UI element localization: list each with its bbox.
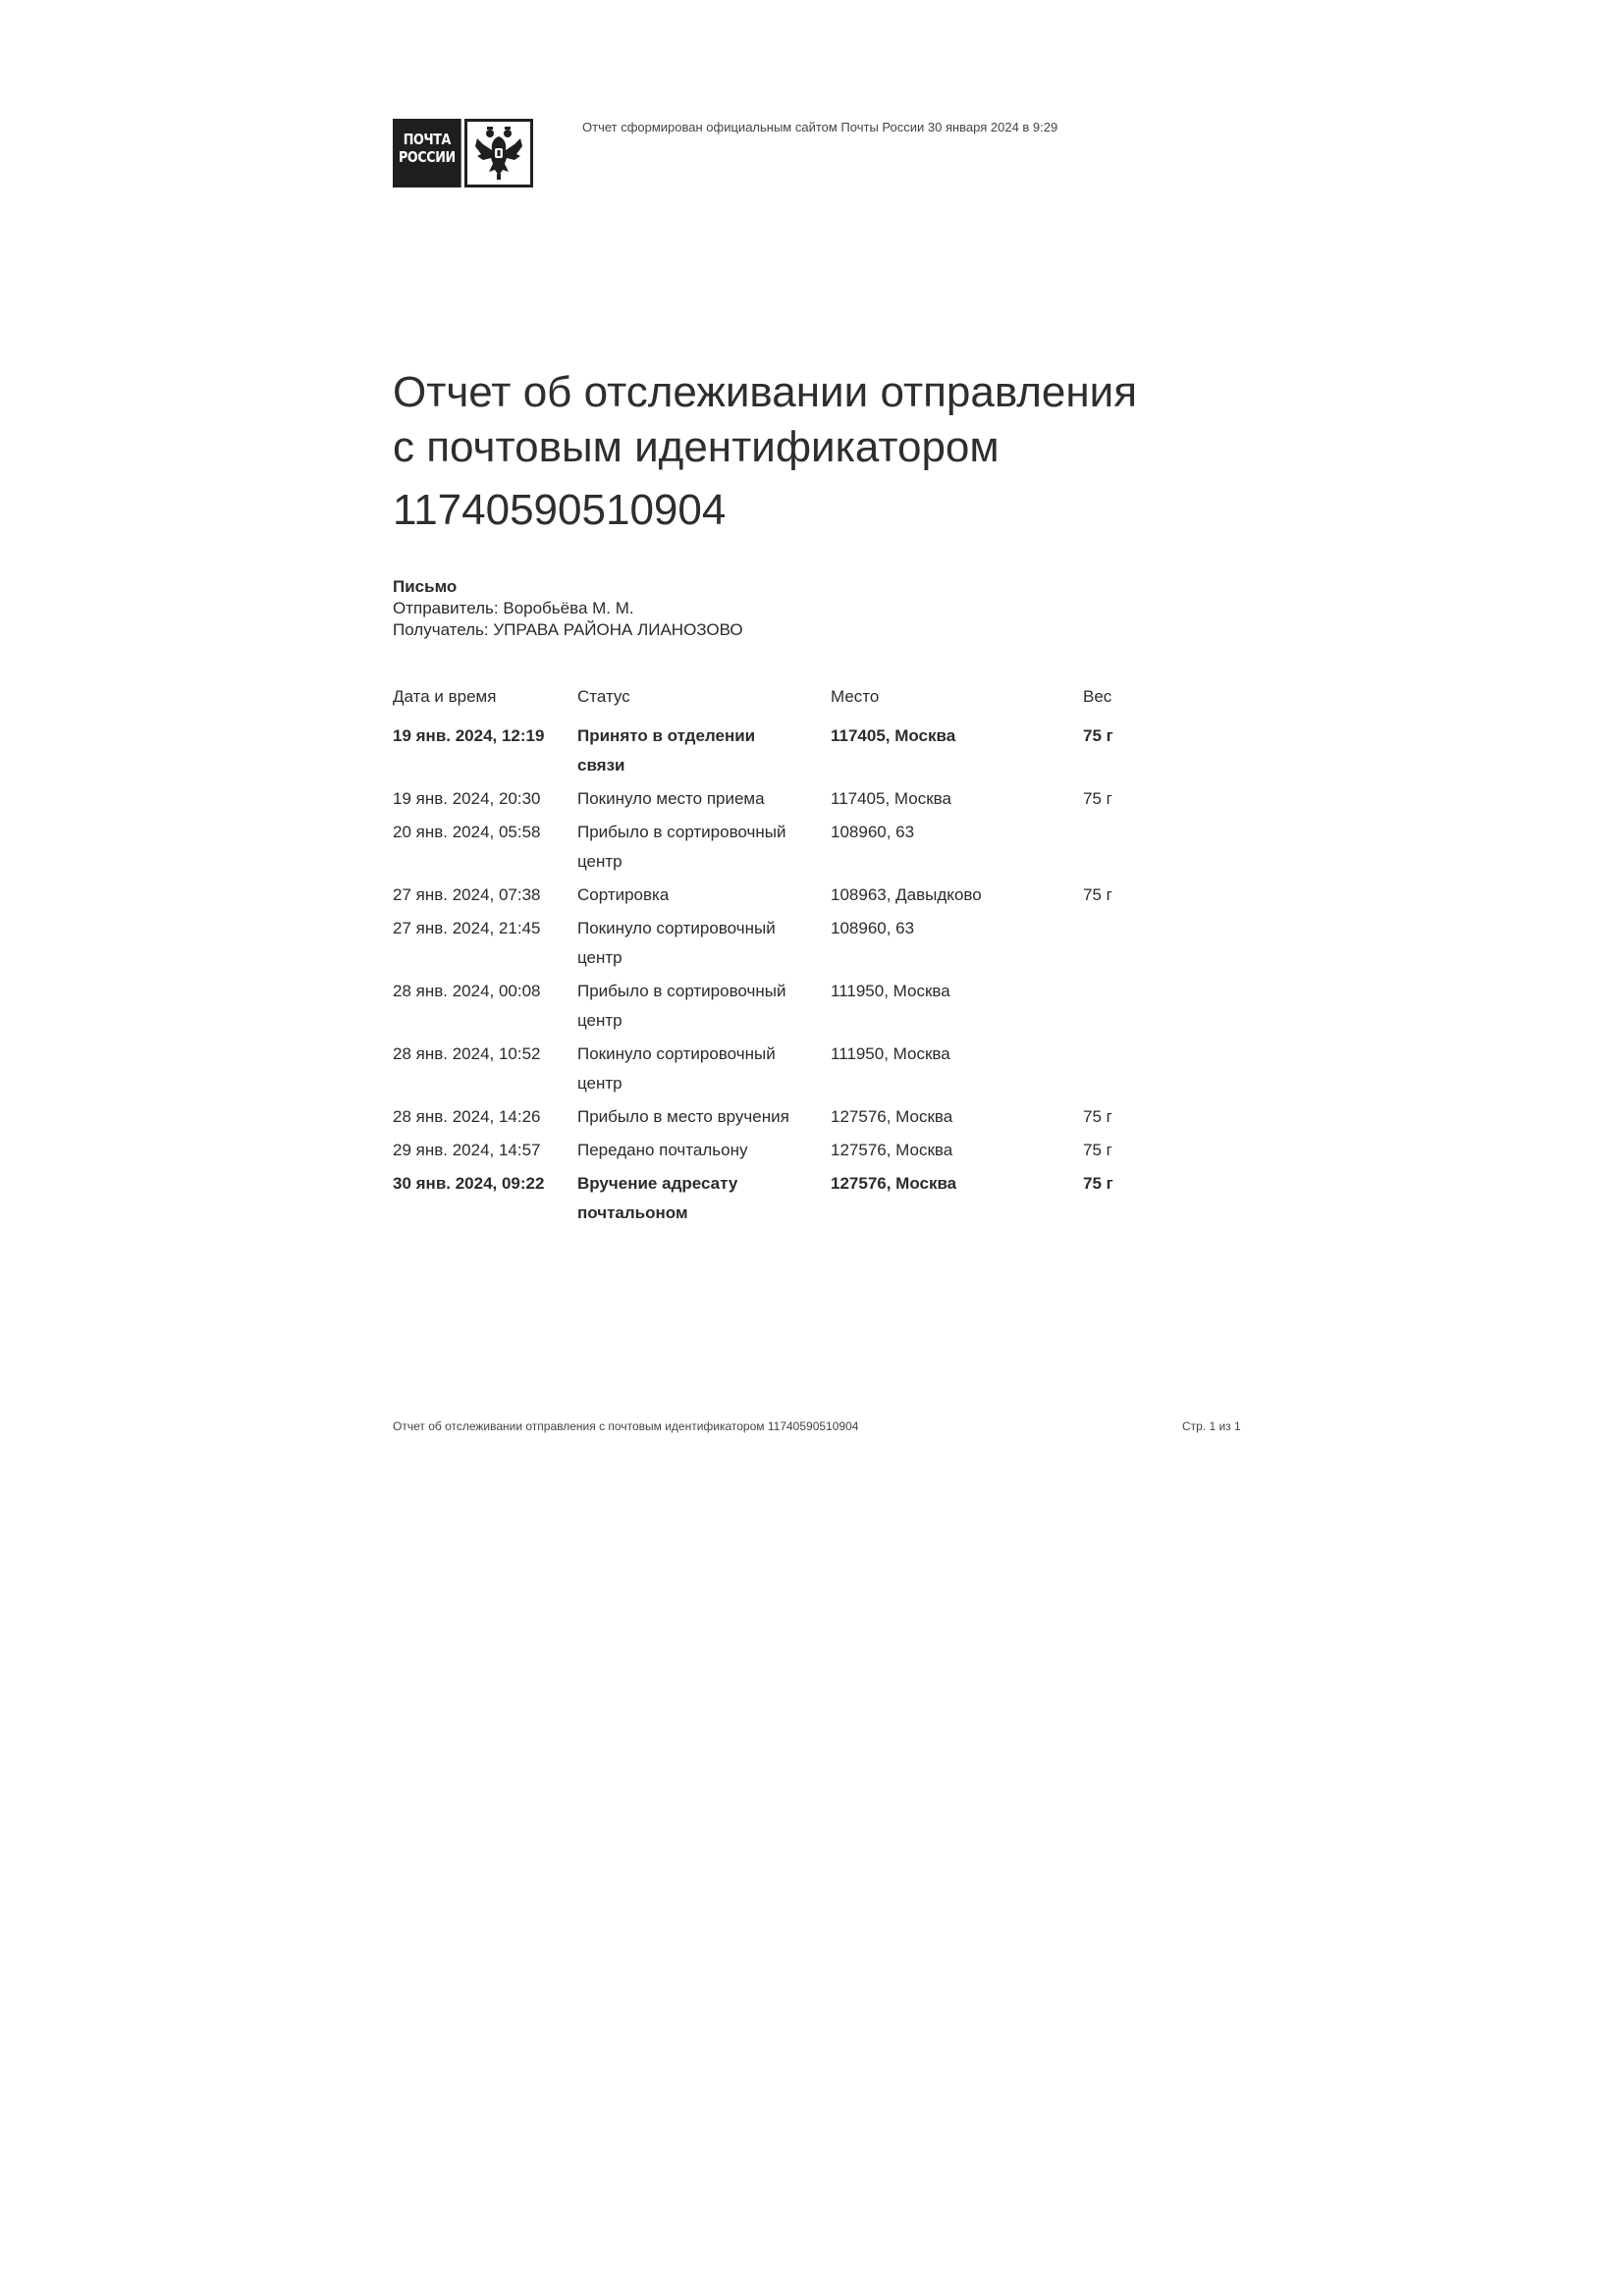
row-status: Прибыло в сортировочный центр	[577, 823, 786, 871]
row-place: 111950, Москва	[831, 1044, 950, 1063]
row-status: Прибыло в место вручения	[577, 1107, 789, 1126]
row-place: 127576, Москва	[831, 1107, 953, 1126]
row-weight: 75 г	[1083, 885, 1112, 904]
row-place: 111950, Москва	[831, 982, 950, 1000]
row-datetime: 27 янв. 2024, 21:45	[393, 919, 541, 937]
row-place: 108963, Давыдково	[831, 885, 982, 904]
row-datetime: 19 янв. 2024, 12:19	[393, 726, 545, 745]
row-datetime: 19 янв. 2024, 20:30	[393, 789, 541, 808]
logo-line-2: РОССИИ	[399, 148, 456, 166]
table-row	[393, 1040, 1257, 1098]
row-weight: 75 г	[1083, 1174, 1113, 1193]
table-row	[393, 914, 1257, 973]
page-number: Стр. 1 из 1	[1182, 1419, 1241, 1433]
row-datetime: 20 янв. 2024, 05:58	[393, 823, 541, 841]
row-datetime: 30 янв. 2024, 09:22	[393, 1174, 545, 1193]
row-datetime: 27 янв. 2024, 07:38	[393, 885, 541, 904]
row-weight: 75 г	[1083, 726, 1113, 745]
title-line-1: Отчет об отслеживании отправления	[393, 368, 1138, 416]
tracking-table	[393, 682, 1257, 1232]
header-weight: Вес	[1083, 687, 1112, 706]
row-weight	[1083, 1040, 1201, 1098]
tracking-number: 11740590510904	[393, 486, 727, 534]
table-row	[393, 1102, 1257, 1132]
double-headed-eagle-icon	[464, 119, 533, 187]
table-row	[393, 721, 1257, 780]
row-weight	[1083, 914, 1201, 973]
row-status: Вручение адресату почтальоном	[577, 1174, 738, 1222]
shipment-info	[393, 576, 743, 641]
table-row	[393, 784, 1257, 814]
table-header	[393, 682, 1257, 712]
recipient: Получатель: УПРАВА РАЙОНА ЛИАНОЗОВО	[393, 620, 743, 639]
header-datetime: Дата и время	[393, 687, 497, 706]
title-line-2: с почтовым идентификатором	[393, 423, 1000, 471]
russian-post-logo	[393, 119, 533, 187]
row-weight: 75 г	[1083, 789, 1112, 808]
row-status: Передано почтальону	[577, 1141, 748, 1159]
row-place: 117405, Москва	[831, 789, 951, 808]
header-place: Место	[831, 687, 880, 706]
footer-report-title: Отчет об отслеживании отправления с почтовым идентификатором 11740590510904	[393, 1419, 859, 1433]
row-status: Принято в отделении связи	[577, 726, 756, 774]
table-row	[393, 881, 1257, 910]
row-weight: 75 г	[1083, 1107, 1112, 1126]
shipment-type: Письмо	[393, 577, 458, 596]
row-datetime: 28 янв. 2024, 00:08	[393, 982, 541, 1000]
row-status: Сортировка	[577, 885, 670, 904]
row-place: 117405, Москва	[831, 726, 956, 745]
sender: Отправитель: Воробьёва М. М.	[393, 599, 634, 617]
logo-wordmark	[393, 119, 461, 187]
row-weight	[1083, 977, 1201, 1036]
table-row	[393, 977, 1257, 1036]
row-weight	[1083, 818, 1201, 877]
row-datetime: 28 янв. 2024, 14:26	[393, 1107, 541, 1126]
table-row	[393, 1136, 1257, 1165]
header-status: Статус	[577, 687, 630, 706]
row-status: Покинуло место приема	[577, 789, 765, 808]
report-generated-note: Отчет сформирован официальным сайтом Почты России 30 января 2024 в 9:29	[582, 120, 1058, 134]
row-place: 127576, Москва	[831, 1174, 957, 1193]
row-status: Прибыло в сортировочный центр	[577, 982, 786, 1030]
table-row	[393, 1169, 1257, 1228]
row-status: Покинуло сортировочный центр	[577, 1044, 776, 1093]
table-row	[393, 818, 1257, 877]
row-datetime: 29 янв. 2024, 14:57	[393, 1141, 541, 1159]
logo-line-1: ПОЧТА	[403, 131, 451, 148]
page-title	[393, 365, 1137, 538]
row-place: 127576, Москва	[831, 1141, 953, 1159]
row-weight: 75 г	[1083, 1141, 1112, 1159]
row-status: Покинуло сортировочный центр	[577, 919, 776, 967]
row-datetime: 28 янв. 2024, 10:52	[393, 1044, 541, 1063]
row-place: 108960, 63	[831, 919, 915, 937]
row-place: 108960, 63	[831, 823, 915, 841]
